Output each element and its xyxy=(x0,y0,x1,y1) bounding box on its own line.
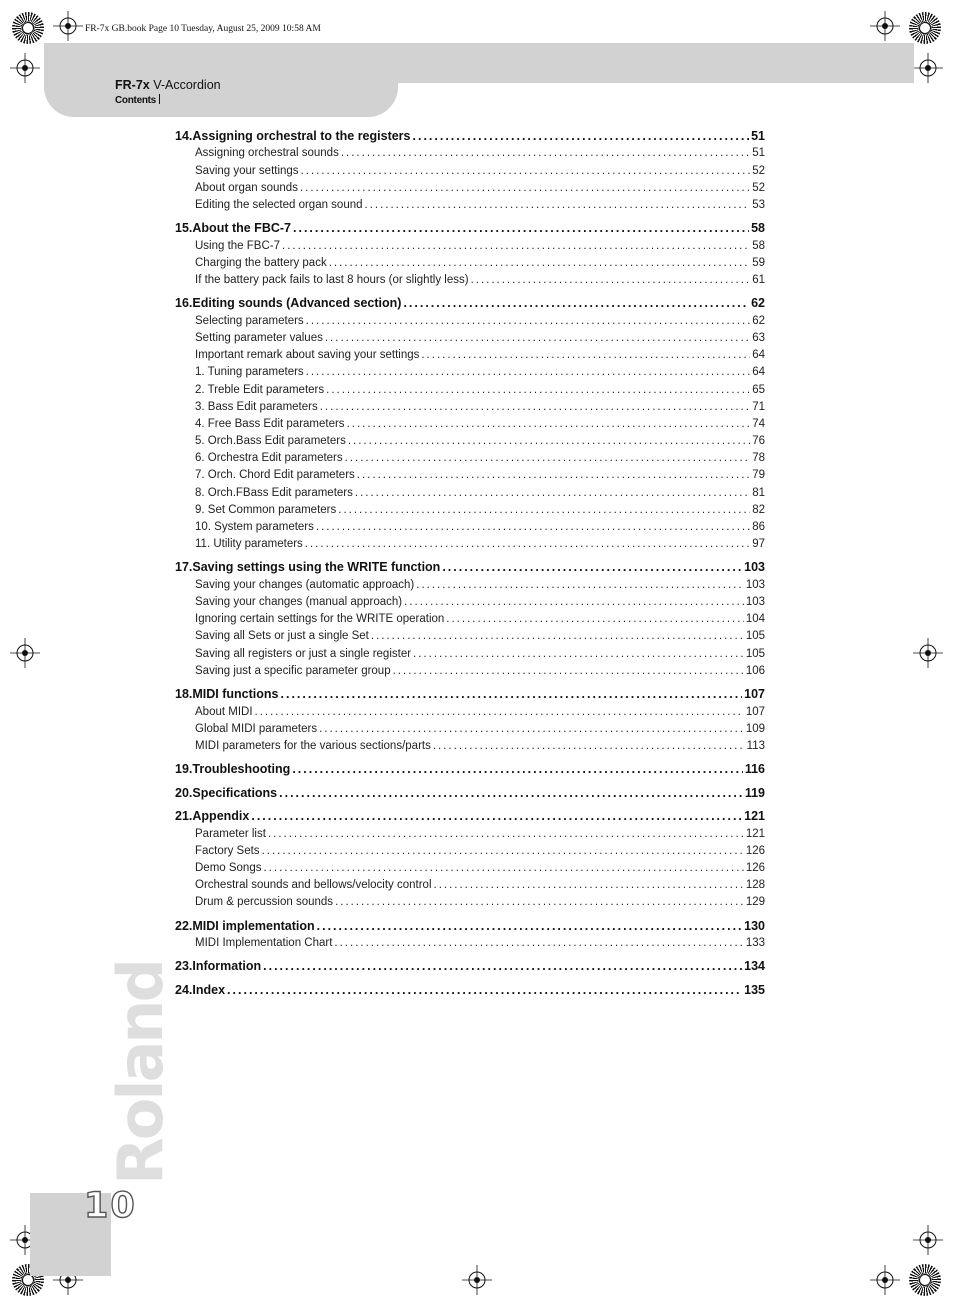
crosshair-registration-icon xyxy=(10,638,40,668)
toc-chapter-title: Troubleshooting xyxy=(192,762,291,777)
toc-leader-dots xyxy=(281,686,743,704)
toc-subentry[interactable] xyxy=(175,826,765,843)
toc-chapter-number: 20. xyxy=(175,785,193,800)
toc-leader-dots xyxy=(345,450,751,467)
toc-subentry[interactable] xyxy=(175,399,765,416)
toc-page-number: 58 xyxy=(751,221,765,236)
toc-chapter-title: Assigning orchestral to the registers xyxy=(192,129,411,143)
toc-subentry-title: MIDI Implementation Chart xyxy=(195,937,333,950)
toc-page-number: 63 xyxy=(752,331,765,344)
toc-page-number: 62 xyxy=(751,296,765,311)
toc-subentry[interactable] xyxy=(175,272,765,289)
toc-page-number: 121 xyxy=(744,809,765,824)
toc-subentry-title: Parameter list xyxy=(195,827,266,840)
toc-subentry[interactable] xyxy=(175,364,765,381)
toc-leader-dots xyxy=(403,295,749,313)
toc-page-number: 64 xyxy=(752,366,765,379)
toc-subentry[interactable] xyxy=(175,629,765,646)
toc-chapter-entry[interactable] xyxy=(175,982,765,1000)
toc-leader-dots xyxy=(268,826,744,843)
toc-leader-dots xyxy=(316,519,750,536)
toc-chapter-number: 19. xyxy=(175,762,193,777)
toc-leader-dots xyxy=(393,663,744,680)
toc-page-number: 109 xyxy=(745,722,765,735)
toc-subentry-title: Saving your changes (manual approach) xyxy=(195,596,403,609)
toc-page-number: 64 xyxy=(752,349,765,362)
toc-leader-dots xyxy=(433,738,745,755)
toc-chapter-number: 17. xyxy=(175,560,193,575)
toc-leader-dots xyxy=(319,721,744,738)
toc-page-number: 103 xyxy=(745,596,765,609)
toc-leader-dots xyxy=(293,220,749,238)
toc-subentry-title: Global MIDI parameters xyxy=(195,722,318,735)
toc-page-number: 86 xyxy=(752,521,765,534)
toc-subentry-title: 3. Bass Edit parameters xyxy=(195,400,318,413)
toc-leader-dots xyxy=(365,197,751,214)
toc-page-number: 76 xyxy=(752,435,765,448)
toc-subentry-title: Demo Songs xyxy=(195,861,262,874)
toc-leader-dots xyxy=(371,628,744,645)
toc-subentry-title: 2. Treble Edit parameters xyxy=(195,383,325,396)
toc-chapter xyxy=(175,686,765,755)
toc-page-number: 121 xyxy=(745,827,765,840)
crosshair-registration-icon xyxy=(870,11,900,41)
toc-page-number: 107 xyxy=(745,705,765,718)
toc-chapter-number: 16. xyxy=(175,296,193,311)
toc-page-number: 106 xyxy=(745,664,765,677)
crosshair-registration-icon xyxy=(53,11,83,41)
product-subtitle: V-Accordion xyxy=(149,78,221,92)
crosshair-registration-icon xyxy=(913,638,943,668)
toc-chapter-title: Information xyxy=(192,959,262,974)
toc-subentry[interactable] xyxy=(175,146,765,163)
toc-leader-dots xyxy=(227,982,742,1000)
section-label xyxy=(115,94,160,106)
toc-page-number: 126 xyxy=(745,844,765,857)
rosette-registration-icon xyxy=(909,1264,941,1296)
toc-page-number: 52 xyxy=(752,181,765,194)
toc-subentry[interactable] xyxy=(175,238,765,255)
toc-leader-dots xyxy=(404,594,744,611)
toc-page-number: 133 xyxy=(745,937,765,950)
toc-subentry-title: Saving just a specific parameter group xyxy=(195,664,391,677)
toc-subentry[interactable] xyxy=(175,450,765,467)
toc-leader-dots xyxy=(434,877,744,894)
toc-leader-dots xyxy=(300,180,750,197)
toc-subentry-title: Editing the selected organ sound xyxy=(195,199,363,212)
toc-subentry[interactable] xyxy=(175,330,765,347)
toc-page-number: 128 xyxy=(745,879,765,892)
toc-chapter-title: Specifications xyxy=(192,785,278,800)
toc-page-number: 62 xyxy=(752,314,765,327)
toc-leader-dots xyxy=(413,646,744,663)
toc-chapter xyxy=(175,785,765,803)
toc-subentry-title: Using the FBC-7 xyxy=(195,239,281,252)
page-number: 10 xyxy=(84,1186,137,1226)
toc-chapter xyxy=(175,761,765,779)
toc-leader-dots xyxy=(262,843,744,860)
toc-subentry[interactable] xyxy=(175,433,765,450)
toc-chapter-title: MIDI implementation xyxy=(192,918,315,933)
crosshair-registration-icon xyxy=(913,1225,943,1255)
toc-subentry[interactable] xyxy=(175,877,765,894)
toc-leader-dots xyxy=(292,761,743,779)
toc-subentry-title: 10. System parameters xyxy=(195,521,314,534)
toc-page-number: 61 xyxy=(752,274,765,287)
toc-page-number: 104 xyxy=(745,613,765,626)
toc-subentry[interactable] xyxy=(175,646,765,663)
toc-leader-dots xyxy=(279,785,743,803)
toc-leader-dots xyxy=(251,808,742,826)
toc-leader-dots xyxy=(326,382,750,399)
toc-leader-dots xyxy=(355,485,750,502)
toc-page-number: 103 xyxy=(744,560,765,575)
toc-leader-dots xyxy=(301,163,751,180)
toc-chapter-entry[interactable] xyxy=(175,220,765,238)
toc-chapter-title: Appendix xyxy=(192,809,250,824)
crosshair-registration-icon xyxy=(913,53,943,83)
toc-page-number: 105 xyxy=(745,647,765,660)
toc-chapter-entry[interactable] xyxy=(175,128,765,146)
toc-chapter-entry[interactable] xyxy=(175,761,765,779)
toc-subentry-title: Factory Sets xyxy=(195,844,260,857)
toc-subentry[interactable] xyxy=(175,347,765,364)
toc-subentry[interactable] xyxy=(175,935,765,952)
toc-subentry-title: 9. Set Common parameters xyxy=(195,503,337,516)
toc-chapter-number: 14. xyxy=(175,129,193,143)
toc-subentry[interactable] xyxy=(175,382,765,399)
toc-subentry-title: 8. Orch.FBass Edit parameters xyxy=(195,486,353,499)
toc-page-number: 113 xyxy=(746,739,765,752)
toc-leader-dots xyxy=(334,935,743,952)
toc-page-number: 74 xyxy=(752,417,765,430)
toc-chapter-title: Saving settings using the WRITE function xyxy=(192,560,441,575)
toc-chapter-title: Editing sounds (Advanced section) xyxy=(192,296,402,311)
toc-subentry[interactable] xyxy=(175,894,765,911)
toc-subentry[interactable] xyxy=(175,313,765,330)
toc-chapter-entry[interactable] xyxy=(175,559,765,577)
toc-subentry[interactable] xyxy=(175,843,765,860)
toc-subentry-title: Saving your changes (automatic approach) xyxy=(195,578,415,591)
toc-subentry-title: About organ sounds xyxy=(195,181,298,194)
toc-subentry-title: Setting parameter values xyxy=(195,331,323,344)
toc-leader-dots xyxy=(263,860,743,877)
toc-subentry-title: 1. Tuning parameters xyxy=(195,366,304,379)
toc-chapter-entry[interactable] xyxy=(175,686,765,704)
toc-subentry-title: Assigning orchestral sounds xyxy=(195,147,339,160)
toc-chapter-title: Index xyxy=(192,982,226,997)
toc-subentry-title: 11. Utility parameters xyxy=(195,538,303,551)
toc-subentry[interactable] xyxy=(175,255,765,272)
rosette-registration-icon xyxy=(12,12,44,44)
toc-page-number: 58 xyxy=(752,239,765,252)
toc-leader-dots xyxy=(320,399,750,416)
toc-chapter-number: 18. xyxy=(175,687,193,702)
crosshair-registration-icon xyxy=(870,1265,900,1295)
toc-page-number: 71 xyxy=(752,400,765,413)
toc-page-number: 103 xyxy=(745,578,765,591)
toc-subentry[interactable] xyxy=(175,611,765,628)
toc-subentry[interactable] xyxy=(175,594,765,611)
toc-leader-dots xyxy=(413,128,750,146)
toc-leader-dots xyxy=(348,433,750,450)
toc-subentry-title: 5. Orch.Bass Edit parameters xyxy=(195,435,346,448)
toc-leader-dots xyxy=(263,958,742,976)
roland-logo: Roland xyxy=(104,961,177,1185)
crosshair-registration-icon xyxy=(462,1265,492,1295)
product-model: FR-7x xyxy=(115,78,150,92)
toc-chapter xyxy=(175,958,765,976)
table-of-contents xyxy=(175,128,765,1005)
toc-subentry[interactable] xyxy=(175,738,765,755)
toc-leader-dots xyxy=(306,364,751,381)
toc-subentry-title: If the battery pack fails to last 8 hours (or slightly less) xyxy=(195,274,469,287)
toc-page-number: 78 xyxy=(752,452,765,465)
toc-subentry-title: Drum & percussion sounds xyxy=(195,896,334,909)
toc-subentry-title: Selecting parameters xyxy=(195,314,304,327)
toc-subentry-title: Ignoring certain settings for the WRITE operation xyxy=(195,613,445,626)
toc-page-number: 107 xyxy=(744,687,765,702)
toc-subentry-title: Saving all registers or just a single register xyxy=(195,647,412,660)
toc-leader-dots xyxy=(335,894,744,911)
toc-subentry[interactable] xyxy=(175,721,765,738)
toc-chapter-entry[interactable] xyxy=(175,808,765,826)
crosshair-registration-icon xyxy=(10,53,40,83)
toc-chapter-number: 23. xyxy=(175,959,193,974)
toc-leader-dots xyxy=(325,330,750,347)
toc-subentry[interactable] xyxy=(175,519,765,536)
toc-chapter-number: 15. xyxy=(175,221,193,236)
toc-subentry-title: Important remark about saving your settings xyxy=(195,349,420,362)
rosette-registration-icon xyxy=(909,12,941,44)
toc-page-number: 129 xyxy=(745,896,765,909)
toc-chapter-entry[interactable] xyxy=(175,918,765,936)
toc-subentry[interactable] xyxy=(175,860,765,877)
toc-page-number: 52 xyxy=(752,164,765,177)
toc-leader-dots xyxy=(442,559,742,577)
toc-subentry-title: Orchestral sounds and bellows/velocity control xyxy=(195,879,432,892)
toc-leader-dots xyxy=(421,347,750,364)
toc-leader-dots xyxy=(471,272,751,289)
toc-subentry[interactable] xyxy=(175,663,765,680)
toc-subentry-title: About MIDI xyxy=(195,705,253,718)
section-marker xyxy=(159,94,160,104)
toc-leader-dots xyxy=(329,255,751,272)
toc-page-number: 51 xyxy=(752,147,765,160)
toc-page-number: 81 xyxy=(752,486,765,499)
toc-page-number: 53 xyxy=(752,199,765,212)
toc-leader-dots xyxy=(317,918,743,936)
toc-chapter xyxy=(175,295,765,553)
section-label-text: Contents xyxy=(115,95,156,106)
toc-subentry[interactable] xyxy=(175,180,765,197)
toc-subentry-title: 7. Orch. Chord Edit parameters xyxy=(195,469,355,482)
toc-subentry[interactable] xyxy=(175,577,765,594)
toc-subentry-title: 6. Orchestra Edit parameters xyxy=(195,452,343,465)
toc-chapter-number: 21. xyxy=(175,809,193,824)
toc-page-number: 130 xyxy=(744,918,765,933)
toc-page-number: 119 xyxy=(744,785,765,800)
toc-subentry-title: MIDI parameters for the various sections/parts xyxy=(195,739,431,752)
toc-leader-dots xyxy=(255,704,744,721)
toc-page-number: 51 xyxy=(751,129,765,143)
toc-chapter xyxy=(175,808,765,911)
toc-leader-dots xyxy=(347,416,751,433)
toc-chapter xyxy=(175,559,765,680)
toc-subentry-title: Charging the battery pack xyxy=(195,256,327,269)
toc-subentry[interactable] xyxy=(175,416,765,433)
toc-chapter-entry[interactable] xyxy=(175,295,765,313)
toc-leader-dots xyxy=(341,145,750,162)
toc-page-number: 82 xyxy=(752,503,765,516)
toc-subentry[interactable] xyxy=(175,468,765,485)
toc-leader-dots xyxy=(416,577,744,594)
toc-page-number: 79 xyxy=(752,469,765,482)
toc-subentry[interactable] xyxy=(175,485,765,502)
toc-subentry-title: 4. Free Bass Edit parameters xyxy=(195,417,345,430)
product-title xyxy=(115,78,221,92)
toc-chapter xyxy=(175,918,765,953)
toc-chapter xyxy=(175,982,765,1000)
print-file-header: FR-7x GB.book Page 10 Tuesday, August 25, 2009 10:58 AM xyxy=(85,24,321,34)
toc-leader-dots xyxy=(357,467,750,484)
toc-subentry[interactable] xyxy=(175,163,765,180)
toc-subentry[interactable] xyxy=(175,704,765,721)
toc-subentry[interactable] xyxy=(175,197,765,214)
toc-chapter-title: About the FBC-7 xyxy=(192,221,291,236)
toc-chapter-entry[interactable] xyxy=(175,785,765,803)
toc-chapter-number: 22. xyxy=(175,918,193,933)
toc-chapter-title: MIDI functions xyxy=(192,687,279,702)
toc-leader-dots xyxy=(338,502,750,519)
toc-leader-dots xyxy=(306,313,751,330)
toc-chapter xyxy=(175,128,765,214)
toc-page-number: 116 xyxy=(744,762,765,777)
toc-leader-dots xyxy=(446,611,744,628)
toc-subentry-title: Saving your settings xyxy=(195,164,299,177)
toc-chapter-entry[interactable] xyxy=(175,958,765,976)
toc-page-number: 65 xyxy=(752,383,765,396)
toc-page-number: 135 xyxy=(744,982,765,997)
toc-page-number: 105 xyxy=(745,630,765,643)
toc-page-number: 59 xyxy=(752,256,765,269)
toc-subentry[interactable] xyxy=(175,502,765,519)
toc-chapter-number: 24. xyxy=(175,982,193,997)
toc-chapter xyxy=(175,220,765,289)
toc-page-number: 97 xyxy=(752,538,765,551)
header-tab xyxy=(44,43,398,117)
toc-leader-dots xyxy=(282,238,750,255)
toc-subentry-title: Saving all Sets or just a single Set xyxy=(195,630,369,643)
toc-page-number: 126 xyxy=(745,861,765,874)
toc-leader-dots xyxy=(305,536,750,553)
toc-subentry[interactable] xyxy=(175,536,765,553)
toc-page-number: 134 xyxy=(744,959,765,974)
